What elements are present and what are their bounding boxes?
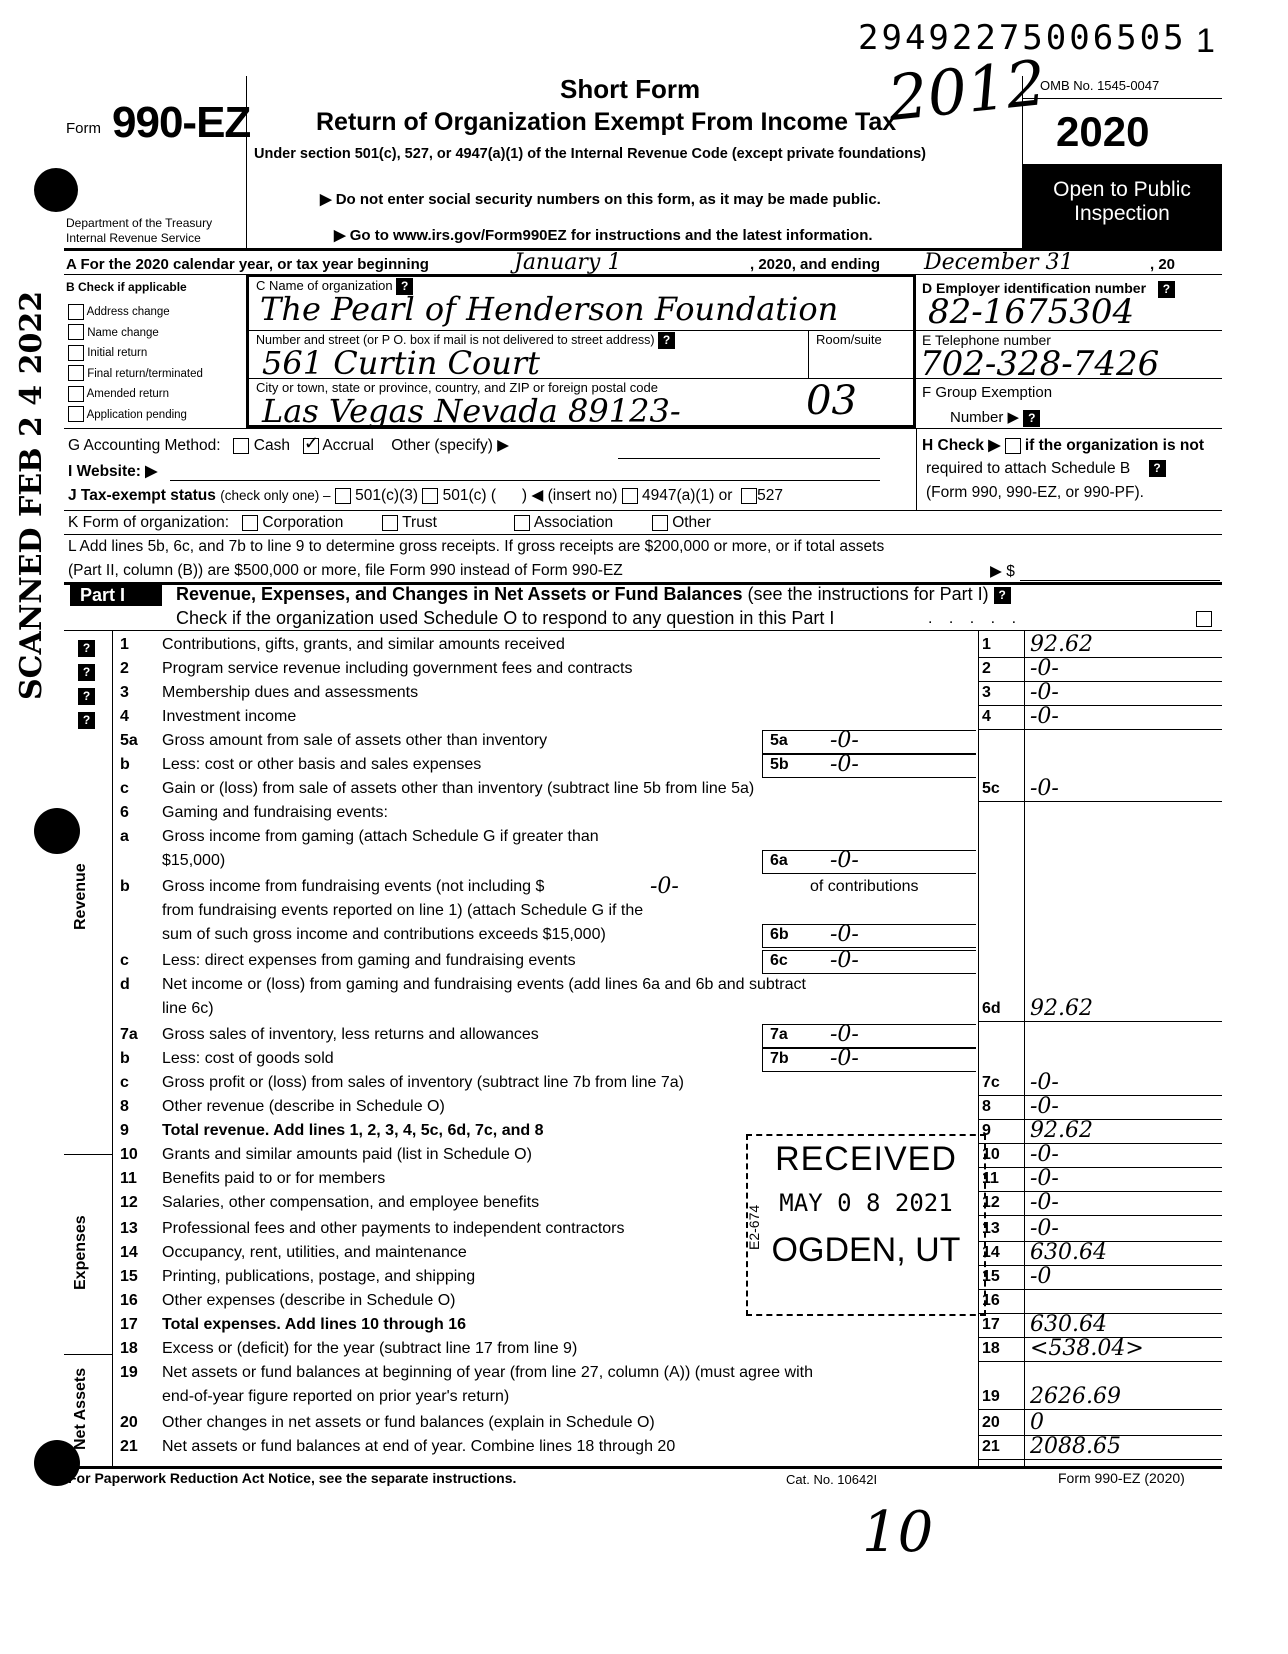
help-icon[interactable]: ? bbox=[1158, 281, 1175, 298]
line-label: Printing, publications, postage, and shipping bbox=[162, 1268, 476, 1285]
line-number: 12 bbox=[120, 1194, 138, 1211]
line-label: from fundraising events reported on line 1) (attach Schedule G if the bbox=[162, 902, 644, 919]
page-number: 1 bbox=[1196, 22, 1215, 60]
street-value[interactable]: 561 Curtin Court bbox=[262, 344, 541, 382]
line-amount[interactable]: -0- bbox=[1030, 1216, 1059, 1241]
subline-value[interactable]: -0- bbox=[830, 1046, 859, 1071]
line-amount[interactable]: 92.62 bbox=[1030, 632, 1093, 657]
checkbox-4947[interactable] bbox=[622, 488, 638, 504]
line-row bbox=[0, 1384, 1288, 1412]
line-number: 1 bbox=[120, 636, 129, 653]
line-label: line 6c) bbox=[162, 1000, 214, 1017]
line-ref-number: 15 bbox=[982, 1268, 1000, 1285]
line-label: Gross profit or (loss) from sales of inventory (subtract line 7b from line 7a) bbox=[162, 1074, 684, 1091]
line-label: Gross amount from sale of assets other than inventory bbox=[162, 732, 548, 749]
line-amount[interactable]: -0- bbox=[1030, 1142, 1059, 1167]
line-ref-number: 19 bbox=[982, 1388, 1000, 1405]
line-ref-number: 17 bbox=[982, 1316, 1000, 1333]
line-number: 18 bbox=[120, 1340, 138, 1357]
stamp-side-code: E2-674 bbox=[746, 1204, 762, 1250]
line-divider bbox=[978, 1289, 1222, 1290]
line-number: 4 bbox=[120, 708, 129, 725]
subline-value[interactable]: -0- bbox=[830, 752, 859, 777]
line-amount[interactable]: 630.64 bbox=[1030, 1312, 1107, 1337]
line-row bbox=[0, 776, 1288, 804]
phone-value[interactable]: 702-328-7426 bbox=[920, 344, 1160, 384]
help-icon[interactable]: ? bbox=[78, 688, 95, 705]
line-row bbox=[0, 1336, 1288, 1364]
ein-value[interactable]: 82-1675304 bbox=[928, 292, 1135, 332]
line-amount[interactable]: 0 bbox=[1030, 1410, 1044, 1435]
label-cash: Cash bbox=[253, 437, 290, 454]
line-amount[interactable]: -0- bbox=[1030, 1166, 1059, 1191]
dot-leader: . . . . . bbox=[928, 610, 1023, 627]
line-ref-number: 2 bbox=[982, 660, 991, 677]
line-l-2: (Part II, column (B)) are $500,000 or more, file Form 990 instead of Form 990-EZ bbox=[68, 562, 623, 579]
line-label: Contributions, gifts, grants, and similar amounts received bbox=[162, 636, 565, 653]
punch-hole-icon bbox=[34, 168, 78, 212]
line-a-tail: , 20 bbox=[1150, 256, 1176, 273]
line-ref-number: 1 bbox=[982, 636, 991, 653]
line-ref-number: 16 bbox=[982, 1292, 1000, 1309]
line-label: Total expenses. Add lines 10 through 16 bbox=[162, 1316, 467, 1333]
subline-number: 5a bbox=[770, 732, 788, 749]
line-label: Less: direct expenses from gaming and fundraising events bbox=[162, 952, 576, 969]
stamp-location: OGDEN, UT bbox=[771, 1231, 961, 1269]
open-public-line1: Open to Public bbox=[1053, 178, 1191, 201]
street-label: Number and street (or P O. box if mail is not delivered to street address) ? bbox=[256, 332, 675, 349]
line-label: Salaries, other compensation, and employee benefits bbox=[162, 1194, 540, 1211]
line-number: 16 bbox=[120, 1292, 138, 1309]
label-initial-return: Initial return bbox=[87, 347, 148, 359]
subline-number: 6c bbox=[770, 952, 788, 969]
group-label: F Group Exemption bbox=[922, 384, 1053, 401]
line-number: 6 bbox=[120, 804, 129, 821]
line-ref-number: 11 bbox=[982, 1170, 999, 1187]
line-a-end[interactable]: December 31 bbox=[924, 250, 1074, 275]
line-label: Other expenses (describe in Schedule O) bbox=[162, 1292, 456, 1309]
punch-hole-icon bbox=[34, 808, 80, 854]
line-label: Membership dues and assessments bbox=[162, 684, 419, 701]
line-number: 21 bbox=[120, 1438, 138, 1455]
line-row bbox=[0, 728, 1288, 756]
line-number: b bbox=[120, 878, 130, 895]
line-amount[interactable]: -0- bbox=[1030, 776, 1059, 801]
dept-line1: Department of the Treasury bbox=[66, 216, 213, 230]
line-amount[interactable]: 92.62 bbox=[1030, 1118, 1093, 1143]
checkbox-501c3[interactable] bbox=[335, 488, 351, 504]
stamp-received: RECEIVED bbox=[775, 1140, 957, 1178]
line-number: c bbox=[120, 780, 129, 797]
line-label: Excess or (deficit) for the year (subtract line 17 from line 9) bbox=[162, 1340, 578, 1357]
line-row bbox=[0, 804, 1288, 828]
line-label: Gross income from gaming (attach Schedule G if greater than bbox=[162, 828, 599, 845]
line-label: $15,000) bbox=[162, 852, 226, 869]
help-icon[interactable]: ? bbox=[658, 332, 675, 349]
city-value[interactable]: Las Vegas Nevada 89123- bbox=[262, 392, 681, 430]
title-short-form: Short Form bbox=[560, 74, 701, 104]
handwritten-page: 10 bbox=[862, 1500, 934, 1565]
phone-label: E Telephone number bbox=[922, 332, 1051, 348]
line-amount[interactable]: -0- bbox=[1030, 1070, 1059, 1095]
accounting-method-label: G Accounting Method: bbox=[68, 437, 221, 454]
line-divider bbox=[978, 1021, 1222, 1022]
line-ref-number: 21 bbox=[982, 1438, 1000, 1455]
line-amount[interactable]: -0- bbox=[1030, 704, 1059, 729]
line-label: sum of such gross income and contributions exceeds $15,000) bbox=[162, 926, 606, 943]
part-i-tag: Part I bbox=[70, 584, 162, 606]
line-number: 13 bbox=[120, 1220, 138, 1237]
checkbox-accrual[interactable]: ✓ bbox=[303, 432, 319, 453]
website-label: I Website: ▶ bbox=[68, 463, 158, 480]
subline-value[interactable]: -0- bbox=[830, 728, 859, 753]
line-ref-number: 18 bbox=[982, 1340, 1000, 1357]
footer-notice: For Paperwork Reduction Act Notice, see the separate instructions. bbox=[68, 1470, 517, 1486]
line-label: Gross sales of inventory, less returns and allowances bbox=[162, 1026, 539, 1043]
help-icon[interactable]: ? bbox=[78, 640, 95, 657]
line-label: Gain or (loss) from sale of assets other than inventory (subtract line 5b from line 5a) bbox=[162, 780, 755, 797]
subline-value[interactable]: -0- bbox=[830, 848, 859, 873]
label-accrual: Accrual bbox=[322, 437, 374, 454]
line-row bbox=[0, 996, 1288, 1024]
line-l-arrow: ▶ $ bbox=[990, 563, 1015, 580]
form-name: 990-EZ bbox=[112, 98, 251, 147]
section-b-list bbox=[68, 302, 203, 425]
line-number: 3 bbox=[120, 684, 129, 701]
org-name-label: C Name of organization ? bbox=[256, 278, 413, 295]
line-number: 20 bbox=[120, 1414, 138, 1431]
line-number: 10 bbox=[120, 1146, 138, 1163]
label-final-return: Final return/terminated bbox=[87, 367, 203, 380]
line-amount[interactable]: 630.64 bbox=[1030, 1240, 1107, 1265]
line-number: 5a bbox=[120, 732, 138, 749]
line-number: d bbox=[120, 976, 130, 993]
line-number: 8 bbox=[120, 1098, 129, 1115]
net-assets-side-label: Net Assets bbox=[72, 1367, 89, 1450]
group-label2: Number ▶ ? bbox=[950, 408, 1040, 427]
checkbox-501c[interactable] bbox=[422, 488, 438, 504]
line-ref-number: 20 bbox=[982, 1414, 1000, 1431]
line-ref-number: 6d bbox=[982, 1000, 1001, 1017]
section-b-title: B Check if applicable bbox=[66, 280, 187, 294]
help-icon[interactable]: ? bbox=[1149, 460, 1166, 477]
line-h-1: H Check ▶ if the organization is not bbox=[922, 437, 1204, 454]
line-amount[interactable]: -0- bbox=[1030, 1094, 1059, 1119]
line-row bbox=[0, 874, 1288, 902]
label-other-specify: Other (specify) ▶ bbox=[391, 437, 510, 454]
checkbox-address-change[interactable] bbox=[68, 304, 84, 320]
line-label: Benefits paid to or for members bbox=[162, 1170, 386, 1187]
revenue-side-label: Revenue bbox=[72, 863, 89, 930]
line-a-begin[interactable]: January 1 bbox=[514, 250, 622, 275]
checkbox-association[interactable] bbox=[514, 515, 530, 531]
line-label: end-of-year figure reported on prior year's return) bbox=[162, 1388, 510, 1405]
line-label: Total revenue. Add lines 1, 2, 3, 4, 5c, 6d, 7c, and 8 bbox=[162, 1122, 544, 1139]
scanned-stamp: SCANNED FEB 2 4 2022 bbox=[14, 290, 49, 700]
line-number: 11 bbox=[120, 1170, 137, 1187]
help-icon[interactable]: ? bbox=[396, 278, 413, 295]
line-row bbox=[0, 922, 1288, 950]
subline-number: 7a bbox=[770, 1026, 788, 1043]
line-amount[interactable]: <538.04> bbox=[1030, 1336, 1144, 1361]
subtitle: Under section 501(c), 527, or 4947(a)(1) of the Internal Revenue Code (except private foundations) bbox=[254, 146, 926, 162]
tax-year: 2020 bbox=[1056, 108, 1150, 155]
line-number: 15 bbox=[120, 1268, 138, 1285]
line-amount[interactable]: 2088.65 bbox=[1030, 1434, 1121, 1459]
line-ref-number: 8 bbox=[982, 1098, 991, 1115]
line-label: Occupancy, rent, utilities, and maintenance bbox=[162, 1244, 467, 1261]
line-j: J Tax-exempt status (check only one) – 501(c)(3) 501(c) ( ) ◀ (insert no) 4947(a)(1) or 527 bbox=[68, 487, 783, 504]
line-label: Net income or (loss) from gaming and fundraising events (add lines 6a and 6b and subtract bbox=[162, 976, 806, 993]
org-name-value[interactable]: The Pearl of Henderson Foundation bbox=[260, 290, 839, 328]
line-divider bbox=[978, 729, 1222, 730]
received-stamp bbox=[746, 1134, 986, 1316]
fundraising-contrib-value[interactable]: -0- bbox=[650, 874, 679, 899]
checkbox-name-change[interactable] bbox=[68, 324, 84, 340]
line-label-tail: of contributions bbox=[810, 878, 919, 895]
line-g bbox=[68, 432, 510, 455]
checkbox-corporation[interactable] bbox=[242, 515, 258, 531]
subline-value[interactable]: -0- bbox=[830, 1022, 859, 1047]
label-application-pending: Application pending bbox=[86, 408, 187, 421]
line-label: Professional fees and other payments to independent contractors bbox=[162, 1220, 625, 1237]
line-label: Net assets or fund balances at end of year. Combine lines 18 through 20 bbox=[162, 1438, 676, 1455]
checkbox-other[interactable] bbox=[652, 515, 668, 531]
line-l-1: L Add lines 5b, 6c, and 7b to line 9 to determine gross receipts. If gross receipts are $200,000 or more, or if total assets bbox=[68, 538, 885, 555]
line-ref-number: 13 bbox=[982, 1220, 1000, 1237]
line-label: Program service revenue including government fees and contracts bbox=[162, 660, 633, 677]
line-row bbox=[0, 1190, 1288, 1218]
line-a-label: A For the 2020 calendar year, or tax year beginning bbox=[66, 256, 429, 273]
line-k: K Form of organization: Corporation Trust Association Other bbox=[68, 514, 711, 531]
line-row bbox=[0, 1434, 1288, 1462]
line-number: a bbox=[120, 828, 129, 845]
line-amount[interactable]: -0- bbox=[1030, 656, 1059, 681]
line-divider bbox=[978, 1459, 1222, 1460]
help-icon[interactable]: ? bbox=[994, 587, 1011, 604]
open-public-line2: Inspection bbox=[1074, 202, 1170, 225]
label-amended-return: Amended return bbox=[86, 388, 170, 400]
line-ref-number: 4 bbox=[982, 708, 991, 725]
line-label: Net assets or fund balances at beginning of year (from line 27, column (A)) (must agree with bbox=[162, 1364, 813, 1381]
line-ref-number: 5c bbox=[982, 780, 1000, 797]
line-number: c bbox=[120, 1074, 129, 1091]
dln-number: 29492275006505 bbox=[858, 18, 1187, 58]
line-amount[interactable]: -0 bbox=[1030, 1264, 1052, 1289]
checkbox-final-return[interactable] bbox=[68, 365, 84, 381]
line-number: 14 bbox=[120, 1244, 138, 1261]
footer-cat-no: Cat. No. 10642I bbox=[786, 1472, 878, 1487]
line-label: Other revenue (describe in Schedule O) bbox=[162, 1098, 445, 1115]
checkbox-amended-return[interactable] bbox=[68, 386, 84, 402]
city-label: City or town, state or province, country, and ZIP or foreign postal code bbox=[256, 380, 658, 395]
line-h-2: required to attach Schedule B ? bbox=[926, 460, 1166, 478]
line-number: 9 bbox=[120, 1122, 129, 1139]
checkbox-application-pending[interactable] bbox=[68, 406, 84, 422]
dept-line2: Internal Revenue Service bbox=[66, 231, 201, 245]
website-field[interactable] bbox=[170, 480, 880, 481]
line-number: b bbox=[120, 1050, 130, 1067]
line-row bbox=[0, 848, 1288, 876]
title-main: Return of Organization Exempt From Income Tax bbox=[316, 108, 897, 136]
gross-receipts-field[interactable] bbox=[1020, 580, 1220, 581]
checkbox-initial-return[interactable] bbox=[68, 345, 84, 361]
line-number: 7a bbox=[120, 1026, 138, 1043]
line-number: 2 bbox=[120, 660, 129, 677]
checkbox-schedule-o[interactable] bbox=[1196, 610, 1212, 628]
inspection-box bbox=[1022, 164, 1222, 248]
omb-number: OMB No. 1545-0047 bbox=[1040, 78, 1160, 93]
checkbox-schedule-b[interactable] bbox=[1005, 438, 1021, 454]
label-name-change: Name change bbox=[87, 326, 159, 339]
line-number: 19 bbox=[120, 1364, 138, 1381]
subline-value[interactable]: -0- bbox=[830, 922, 859, 947]
checkbox-trust[interactable] bbox=[382, 515, 398, 531]
handwritten-year: 2012 bbox=[884, 45, 1050, 136]
line-label: Grants and similar amounts paid (list in Schedule O) bbox=[162, 1146, 532, 1163]
notice-ssn: ▶ Do not enter social security numbers on this form, as it may be made public. bbox=[320, 191, 881, 208]
ein-label: D Employer identification number ? bbox=[922, 280, 1175, 298]
line-row bbox=[0, 948, 1288, 976]
part-i-title: Revenue, Expenses, and Changes in Net Assets or Fund Balances (see the instructions for Part I) ? bbox=[176, 584, 1011, 605]
line-ref-number: 12 bbox=[982, 1194, 1000, 1211]
line-h-3: (Form 990, 990-EZ, or 990-PF). bbox=[926, 484, 1144, 501]
line-label: Less: cost of goods sold bbox=[162, 1050, 334, 1067]
line-amount[interactable]: -0- bbox=[1030, 680, 1059, 705]
stamp-date: MAY 0 8 2021 bbox=[779, 1189, 953, 1217]
subline-number: 6a bbox=[770, 852, 788, 869]
footer-form: Form 990-EZ (2020) bbox=[1058, 1470, 1185, 1486]
subline-number: 5b bbox=[770, 756, 789, 773]
subline-number: 6b bbox=[770, 926, 789, 943]
expenses-side-label: Expenses bbox=[72, 1215, 89, 1290]
line-ref-number: 9 bbox=[982, 1122, 991, 1139]
line-ref-number: 10 bbox=[982, 1146, 1000, 1163]
help-icon[interactable]: ? bbox=[78, 712, 95, 729]
city-extra: 03 bbox=[806, 378, 857, 424]
line-amount[interactable]: -0- bbox=[1030, 1190, 1059, 1215]
line-number: b bbox=[120, 756, 130, 773]
room-label: Room/suite bbox=[816, 332, 882, 347]
line-ref-number: 3 bbox=[982, 684, 991, 701]
line-label: Investment income bbox=[162, 708, 297, 725]
subline-value[interactable]: -0- bbox=[830, 948, 859, 973]
other-specify-field[interactable] bbox=[618, 458, 880, 459]
line-ref-number: 7c bbox=[982, 1074, 1000, 1091]
line-label: Gross income from fundraising events (not including $ bbox=[162, 878, 545, 895]
line-row bbox=[0, 1264, 1288, 1292]
line-amount[interactable]: 2626.69 bbox=[1030, 1384, 1121, 1409]
line-divider bbox=[978, 801, 1222, 802]
line-divider bbox=[978, 1361, 1222, 1362]
help-icon[interactable]: ? bbox=[1023, 410, 1040, 427]
line-label: Less: cost or other basis and sales expenses bbox=[162, 756, 482, 773]
line-row bbox=[0, 828, 1288, 852]
line-a-mid: , 2020, and ending bbox=[750, 256, 881, 273]
notice-website: ▶ Go to www.irs.gov/Form990EZ for instructions and the latest information. bbox=[334, 227, 873, 244]
line-row bbox=[0, 902, 1288, 926]
line-ref-number: 14 bbox=[982, 1244, 1000, 1261]
line-number: 17 bbox=[120, 1316, 138, 1333]
checkbox-cash[interactable] bbox=[233, 438, 249, 454]
line-label: Other changes in net assets or fund balances (explain in Schedule O) bbox=[162, 1414, 655, 1431]
label-address-change: Address change bbox=[86, 306, 170, 318]
part-i-check-line: Check if the organization used Schedule O to respond to any question in this Part I bbox=[176, 608, 835, 628]
form-prefix: Form bbox=[66, 120, 101, 137]
checkbox-527[interactable] bbox=[741, 488, 757, 504]
help-icon[interactable]: ? bbox=[78, 664, 95, 681]
line-amount[interactable]: 92.62 bbox=[1030, 996, 1093, 1021]
subline-number: 7b bbox=[770, 1050, 789, 1067]
line-row bbox=[0, 1022, 1288, 1050]
line-row bbox=[0, 704, 1288, 732]
line-number: c bbox=[120, 952, 129, 969]
line-label: Gaming and fundraising events: bbox=[162, 804, 388, 821]
